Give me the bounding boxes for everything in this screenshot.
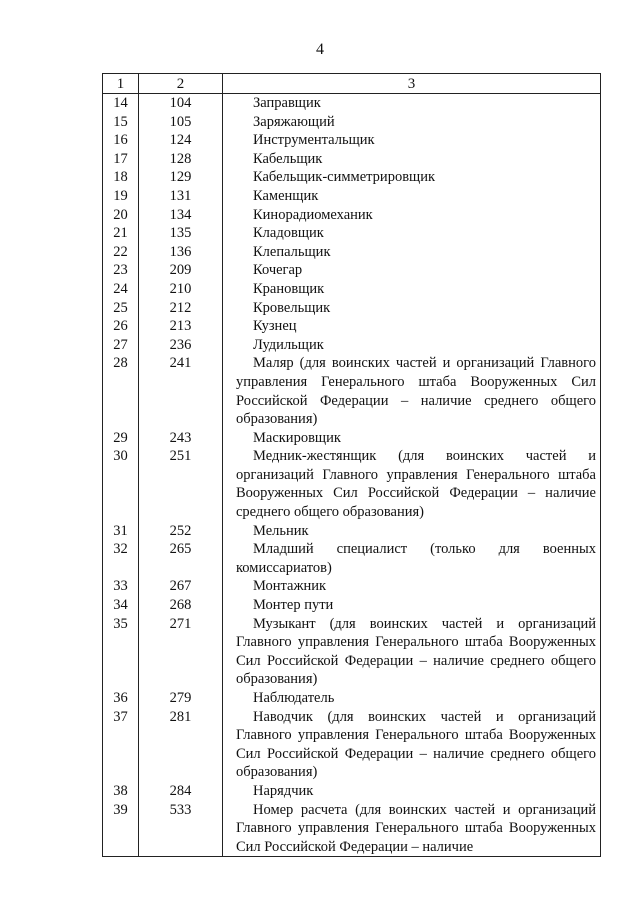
table-row <box>103 113 601 132</box>
table-row <box>103 299 601 318</box>
table-row <box>103 708 601 782</box>
table-row <box>103 131 601 150</box>
table-row <box>103 801 601 857</box>
profession-code-cell: 271 <box>139 615 223 689</box>
profession-code-cell: 268 <box>139 596 223 615</box>
row-number-cell: 33 <box>103 577 139 596</box>
profession-code-cell: 135 <box>139 224 223 243</box>
row-number-cell: 37 <box>103 708 139 782</box>
row-number-cell: 27 <box>103 336 139 355</box>
profession-name-cell: Заправщик <box>223 94 601 113</box>
row-number-cell: 28 <box>103 354 139 428</box>
page-number: 4 <box>316 41 324 58</box>
row-number-cell: 26 <box>103 317 139 336</box>
table-row <box>103 280 601 299</box>
profession-name-cell: Лудильщик <box>223 336 601 355</box>
table-row <box>103 447 601 521</box>
profession-name-cell: Монтер пути <box>223 596 601 615</box>
row-number-cell: 35 <box>103 615 139 689</box>
profession-name-cell: Клепальщик <box>223 243 601 262</box>
profession-name-cell: Кочегар <box>223 261 601 280</box>
table-row <box>103 187 601 206</box>
profession-name-cell: Наблюдатель <box>223 689 601 708</box>
profession-name-cell: Каменщик <box>223 187 601 206</box>
profession-code-cell: 265 <box>139 540 223 577</box>
profession-name-cell: Кабельщик-симметрировщик <box>223 168 601 187</box>
profession-code-cell: 213 <box>139 317 223 336</box>
table-row <box>103 317 601 336</box>
row-number-cell: 15 <box>103 113 139 132</box>
table-row <box>103 243 601 262</box>
row-number-cell: 25 <box>103 299 139 318</box>
profession-name-cell: Монтажник <box>223 577 601 596</box>
profession-name-cell: Крановщик <box>223 280 601 299</box>
professions-table <box>102 73 601 857</box>
row-number-cell: 34 <box>103 596 139 615</box>
row-number-cell: 14 <box>103 94 139 113</box>
profession-name-cell: Номер расчета (для воинских частей и организаций Главного управления Генерального штаба Вооруженных Сил Российской Федерации – наличие <box>223 801 601 857</box>
profession-code-cell: 533 <box>139 801 223 857</box>
row-number-cell: 16 <box>103 131 139 150</box>
table-row <box>103 596 601 615</box>
table-row <box>103 615 601 689</box>
row-number-cell: 20 <box>103 206 139 225</box>
column-header-name: 3 <box>223 74 601 94</box>
table-row <box>103 336 601 355</box>
profession-name-cell: Музыкант (для воинских частей и организаций Главного управления Генерального штаба Вооруженных Сил Российской Федерации – наличие среднего общего образования) <box>223 615 601 689</box>
table-row <box>103 540 601 577</box>
profession-name-cell: Кабельщик <box>223 150 601 169</box>
profession-code-cell: 243 <box>139 429 223 448</box>
profession-code-cell: 252 <box>139 522 223 541</box>
column-header-code: 2 <box>139 74 223 94</box>
row-number-cell: 32 <box>103 540 139 577</box>
profession-name-cell: Маскировщик <box>223 429 601 448</box>
table-row <box>103 224 601 243</box>
table-header-row <box>103 74 601 94</box>
row-number-cell: 31 <box>103 522 139 541</box>
profession-name-cell: Маляр (для воинских частей и организаций Главного управления Генерального штаба Вооруженных Сил Российской Федерации – наличие среднего общего образования) <box>223 354 601 428</box>
column-header-number: 1 <box>103 74 139 94</box>
table-row <box>103 782 601 801</box>
row-number-cell: 19 <box>103 187 139 206</box>
profession-code-cell: 136 <box>139 243 223 262</box>
table-row <box>103 150 601 169</box>
profession-name-cell: Кузнец <box>223 317 601 336</box>
profession-code-cell: 104 <box>139 94 223 113</box>
profession-name-cell: Кинорадиомеханик <box>223 206 601 225</box>
table-row <box>103 354 601 428</box>
row-number-cell: 39 <box>103 801 139 857</box>
table-row <box>103 94 601 113</box>
profession-code-cell: 241 <box>139 354 223 428</box>
profession-name-cell: Наводчик (для воинских частей и организаций Главного управления Генерального штаба Вооруженных Сил Российской Федерации – наличие среднего общего образования) <box>223 708 601 782</box>
profession-code-cell: 129 <box>139 168 223 187</box>
profession-name-cell: Заряжающий <box>223 113 601 132</box>
row-number-cell: 21 <box>103 224 139 243</box>
table-row <box>103 261 601 280</box>
profession-code-cell: 281 <box>139 708 223 782</box>
profession-code-cell: 131 <box>139 187 223 206</box>
profession-name-cell: Инструментальщик <box>223 131 601 150</box>
profession-code-cell: 267 <box>139 577 223 596</box>
profession-name-cell: Мельник <box>223 522 601 541</box>
profession-code-cell: 105 <box>139 113 223 132</box>
profession-name-cell: Младший специалист (только для военных комиссариатов) <box>223 540 601 577</box>
row-number-cell: 22 <box>103 243 139 262</box>
profession-code-cell: 251 <box>139 447 223 521</box>
table-row <box>103 689 601 708</box>
row-number-cell: 24 <box>103 280 139 299</box>
row-number-cell: 36 <box>103 689 139 708</box>
profession-code-cell: 279 <box>139 689 223 708</box>
row-number-cell: 38 <box>103 782 139 801</box>
profession-name-cell: Кладовщик <box>223 224 601 243</box>
professions-table-container <box>102 73 600 857</box>
table-row <box>103 429 601 448</box>
profession-code-cell: 212 <box>139 299 223 318</box>
table-row <box>103 206 601 225</box>
table-row <box>103 522 601 541</box>
profession-code-cell: 236 <box>139 336 223 355</box>
table-body <box>103 94 601 857</box>
table-row <box>103 168 601 187</box>
profession-code-cell: 210 <box>139 280 223 299</box>
row-number-cell: 29 <box>103 429 139 448</box>
profession-name-cell: Нарядчик <box>223 782 601 801</box>
profession-code-cell: 134 <box>139 206 223 225</box>
profession-code-cell: 128 <box>139 150 223 169</box>
table-row <box>103 577 601 596</box>
profession-code-cell: 209 <box>139 261 223 280</box>
profession-code-cell: 284 <box>139 782 223 801</box>
profession-name-cell: Медник-жестянщик (для воинских частей и организаций Главного управления Генерального штаба Вооруженных Сил Российской Федерации – наличие среднего общего образования) <box>223 447 601 521</box>
profession-name-cell: Кровельщик <box>223 299 601 318</box>
row-number-cell: 23 <box>103 261 139 280</box>
row-number-cell: 30 <box>103 447 139 521</box>
profession-code-cell: 124 <box>139 131 223 150</box>
row-number-cell: 18 <box>103 168 139 187</box>
row-number-cell: 17 <box>103 150 139 169</box>
